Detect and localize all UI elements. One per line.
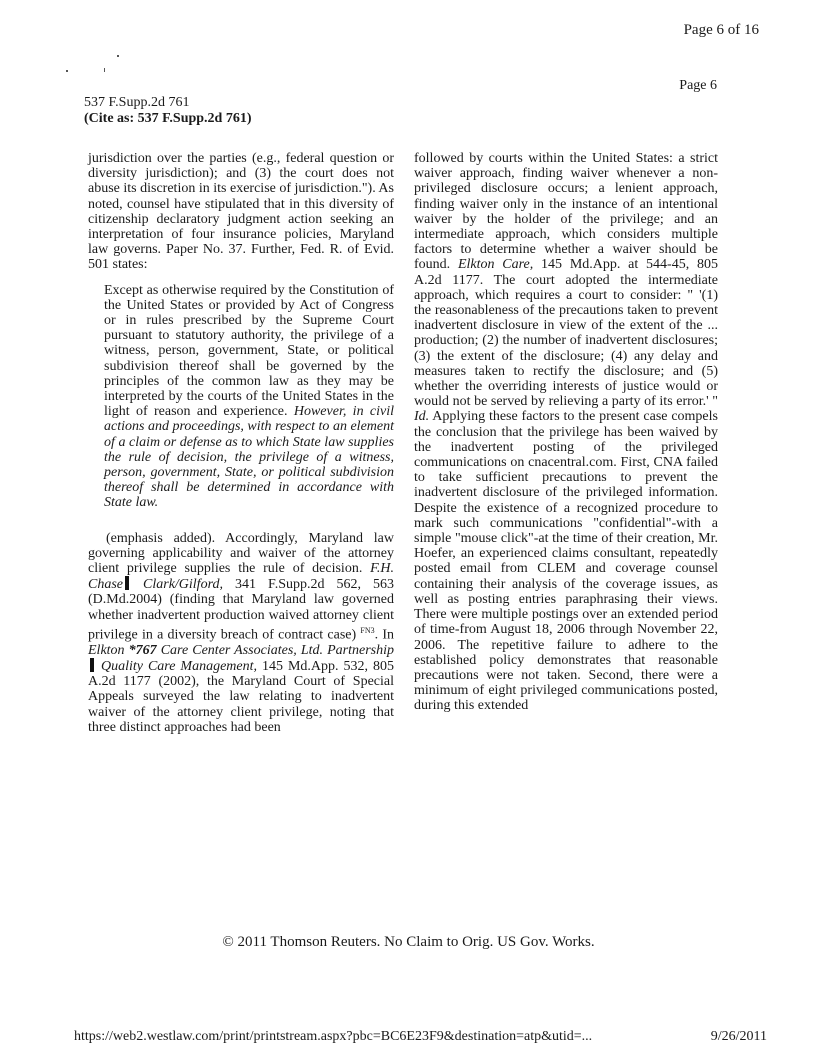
copyright-footer: © 2011 Thomson Reuters. No Claim to Orig. US Gov. Works. (222, 934, 595, 950)
text-span: 145 Md.App. at 544-45, 805 A.2d 1177. The court adopted the intermediate approach, which requires a court to consider: " '(1) the reasonableness of the precautions taken to prevent inadvertent disclosure in view of the extent of the ... production; (2) the number of inadvertent disclosures; (3) the extent of the disclosure; (4) any delay and measures taken to rectify the disclosure; and (5) whether the overriding interests of justice would or would not be served by relieving a party of its error.' " (414, 257, 718, 410)
right-column (414, 151, 718, 714)
case-link[interactable]: F.H. Chase (88, 561, 395, 593)
case-link[interactable]: Quality Care Management, (100, 658, 258, 674)
text-span: followed by courts within the United States: a strict waiver approach, finding waiver whenever a non-privileged disclosure occurs; a lenient approach, finding waiver only in the instance of an intentional waiver by the holder of the privilege; and an intermediate approach, which considers multiple factors to determine whether a waiver should be found. (414, 151, 718, 273)
case-link[interactable]: Clark/Gilford, (143, 577, 224, 593)
scan-speck (104, 68, 105, 72)
scan-speck (66, 70, 68, 72)
text-span: 341 F.Supp.2d 562, 563 (D.Md.2004) (finding that Maryland law governed whether inadvertent production waived attorney client privilege in a diversity breach of contract case) (88, 577, 395, 643)
text-span: 145 Md.App. 532, 805 A.2d 1177 (2002), the Maryland Court of Special Appeals surveyed the law relating to inadvertent waiver of the attorney client privilege, noting that three distinct approaches had been (88, 658, 394, 735)
star-page: *767 (128, 642, 157, 658)
quote-text: Except as otherwise required by the Constitution of the United States or provided by Act of Congress or in rules prescribed by the Supreme Court pursuant to statutory authority, the privilege of a witness, person, government, State, or political subdivision thereof shall be governed by the principles of the common law as they may be interpreted by the courts of the United States in the light of reason and experience. (104, 282, 394, 420)
redaction-mark (125, 576, 129, 590)
print-date: 9/26/2011 (710, 1029, 767, 1044)
paragraph: jurisdiction over the parties (e.g., federal question or diversity jurisdiction); and (3) the court does not abuse its discretion in its exercise of jurisdiction."). As noted, counsel have stipulated that in this diversity of citizenship declaratory judgment action seeking an interpretation of four insurance policies, Maryland law governs. Paper No. 37. Further, Fed. R. of Evid. 501 states: (88, 151, 394, 273)
text-span: . In (374, 627, 395, 643)
citation-line: 537 F.Supp.2d 761 (84, 95, 190, 110)
case-link[interactable]: Care Center Associates, Ltd. Partnership (160, 642, 395, 658)
case-link[interactable]: Elkton (88, 642, 125, 658)
cite-as-line: (Cite as: 537 F.Supp.2d 761) (84, 111, 252, 126)
id-cite[interactable]: Id. (414, 409, 430, 425)
footnote-ref[interactable]: FN3 (360, 625, 375, 635)
quote-emphasis: However, in civil actions and proceedings, with respect to an element of a claim or defense as to which State law supplies the rule of decision, the privilege of a witness, person, government, State, or political subdivision thereof shall be determined in accordance with State law. (104, 404, 394, 511)
text-span: Applying these factors to the present case compels the conclusion that the privilege has been waived by the inadvertent posting of the privileged communications on cnacentral.com. First, CNA failed to take sufficient precautions to prevent the inadvertent disclosure of the privileged information. Despite the existence of a recognized procedure to mark such communications "confidential"-with a simple "mouse click"-at the time of their creation, Mr. Hoefer, an experienced claims consultant, repeatedly posted email from CLEM and coverage counsel containing their analysis of the coverage issues, as well as posting entries paraphrasing their views. There were multiple postings over an extended period of time-from August 18, 2006 through November 22, 2006. The repetitive failure to adhere to the established policy demonstrates that reasonable precautions were not taken. Second, there were a minimum of eight privileged communications posted, during this extended (414, 409, 718, 714)
block-quote (104, 283, 394, 511)
print-url[interactable]: https://web2.westlaw.com/print/printstream.aspx?pbc=BC6E23F9&destination=atp&utid=... (74, 1029, 593, 1044)
left-column (88, 151, 394, 735)
scan-speck (117, 55, 119, 57)
redaction-mark (90, 658, 94, 672)
page-number: Page 6 (679, 78, 717, 93)
citation-header (84, 95, 252, 127)
page-of-label: Page 6 of 16 (683, 22, 759, 38)
text-span: (emphasis added). Accordingly, Maryland law governing applicability and waiver of the attorney client privilege supplies the rule of decision. (88, 530, 394, 577)
case-link[interactable]: Elkton Care, (457, 257, 534, 273)
paragraph (414, 151, 718, 714)
paragraph (88, 531, 394, 735)
